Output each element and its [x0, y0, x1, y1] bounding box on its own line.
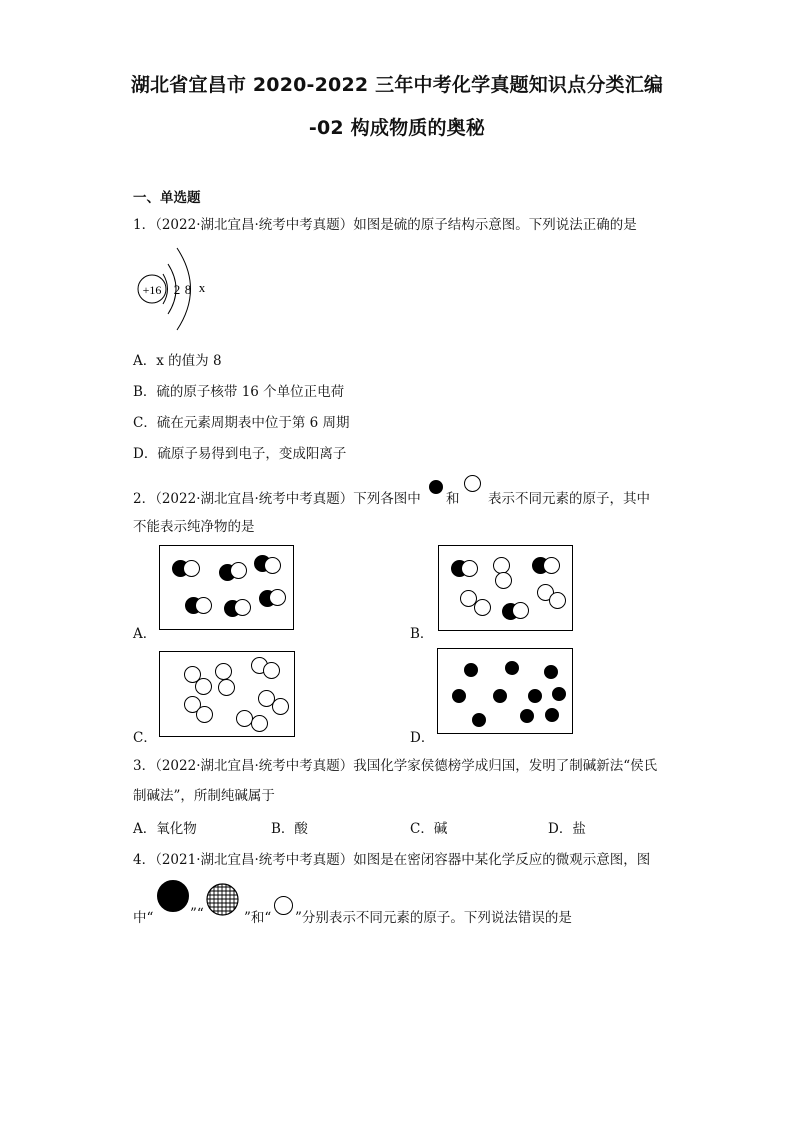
- white-atom-icon: [272, 698, 289, 715]
- black-atom-icon: [545, 708, 559, 722]
- white-atom-icon: [234, 599, 251, 616]
- q2-option-a-figure: [159, 545, 294, 630]
- q3-option-d: D．盐: [548, 821, 586, 837]
- q2-option-c-label: C．: [133, 730, 157, 746]
- question-4-stem-part-3: ”和“: [244, 910, 272, 926]
- white-atom-icon: [543, 557, 560, 574]
- black-atom-icon: [505, 661, 519, 675]
- black-atom-icon: [520, 709, 534, 723]
- q2-option-b-figure: [438, 545, 573, 631]
- q2-option-c-figure: [159, 651, 295, 737]
- white-atom-icon: [196, 706, 213, 723]
- black-atom-icon: [552, 687, 566, 701]
- question-1-stem: 1．（2022·湖北宜昌·统考中考真题）如图是硫的原子结构示意图。下列说法正确的是: [133, 217, 637, 233]
- question-4-stem-part-2: ”“: [190, 906, 204, 922]
- q2-option-b-label: B．: [410, 626, 434, 642]
- question-4-stem-part-1: 中“: [133, 910, 154, 926]
- white-atom-legend-icon: [464, 475, 481, 492]
- q1-option-a: A．x 的值为 8: [133, 353, 222, 369]
- q1-option-c: C．硫在元素周期表中位于第 6 周期: [133, 415, 350, 431]
- black-atom-icon: [493, 689, 507, 703]
- small-white-atom-icon: [274, 896, 293, 915]
- black-atom-legend-icon: [429, 480, 443, 494]
- question-2-stem-part-3: 表示不同元素的原子，其中: [488, 491, 650, 507]
- page-title-line-2: -02 构成物质的奥秘: [308, 117, 486, 139]
- grid-atom-icon: [206, 883, 239, 916]
- q3-option-b: B．酸: [271, 821, 308, 837]
- question-3-stem-line-1: 3．（2022·湖北宜昌·统考中考真题）我国化学家侯德榜学成归国，发明了制碱新法“侯氏: [133, 758, 658, 774]
- white-atom-icon: [183, 560, 200, 577]
- question-2-stem-line-2: 不能表示纯净物的是: [133, 519, 255, 535]
- sulfur-atom-structure-diagram: [130, 240, 220, 335]
- question-2-stem-part-2: 和: [446, 491, 460, 507]
- nucleus-charge-label: +16: [142, 283, 162, 297]
- question-4-stem-part-4: ”分别表示不同元素的原子。下列说法错误的是: [295, 910, 572, 926]
- white-atom-icon: [195, 597, 212, 614]
- question-2-stem-part-1: 2．（2022·湖北宜昌·统考中考真题）下列各图中: [133, 491, 421, 507]
- large-black-atom-icon: [157, 880, 189, 912]
- white-atom-icon: [264, 557, 281, 574]
- black-atom-icon: [472, 713, 486, 727]
- page-title-line-1: 湖北省宜昌市 2020-2022 三年中考化学真题知识点分类汇编: [130, 74, 664, 96]
- q3-option-a: A．氧化物: [133, 821, 197, 837]
- white-atom-icon: [230, 562, 247, 579]
- shell-3-electrons-label: x: [198, 280, 206, 295]
- q1-option-d: D．硫原子易得到电子，变成阳离子: [133, 446, 347, 462]
- shell-2-electrons-label: 8: [184, 282, 192, 297]
- white-atom-icon: [269, 589, 286, 606]
- white-atom-icon: [512, 602, 529, 619]
- white-atom-icon: [495, 572, 512, 589]
- q3-option-c: C．碱: [410, 821, 448, 837]
- black-atom-icon: [528, 689, 542, 703]
- white-atom-icon: [251, 715, 268, 732]
- q1-option-b: B．硫的原子核带 16 个单位正电荷: [133, 384, 345, 400]
- question-4-stem-line-1: 4．（2021·湖北宜昌·统考中考真题）如图是在密闭容器中某化学反应的微观示意图，图: [133, 852, 651, 868]
- black-atom-icon: [464, 663, 478, 677]
- white-atom-icon: [549, 592, 566, 609]
- q2-option-a-label: A．: [133, 626, 157, 642]
- white-atom-icon: [215, 663, 232, 680]
- shell-1-electrons-label: 2: [173, 282, 181, 297]
- q2-option-d-label: D．: [410, 730, 435, 746]
- q2-option-d-figure: [437, 648, 573, 734]
- section-heading: 一、单选题: [133, 190, 201, 206]
- white-atom-icon: [263, 662, 280, 679]
- white-atom-icon: [474, 599, 491, 616]
- black-atom-icon: [544, 665, 558, 679]
- white-atom-icon: [461, 560, 478, 577]
- white-atom-icon: [218, 679, 235, 696]
- white-atom-icon: [195, 678, 212, 695]
- question-3-stem-line-2: 制碱法”，所制纯碱属于: [133, 788, 275, 804]
- black-atom-icon: [452, 689, 466, 703]
